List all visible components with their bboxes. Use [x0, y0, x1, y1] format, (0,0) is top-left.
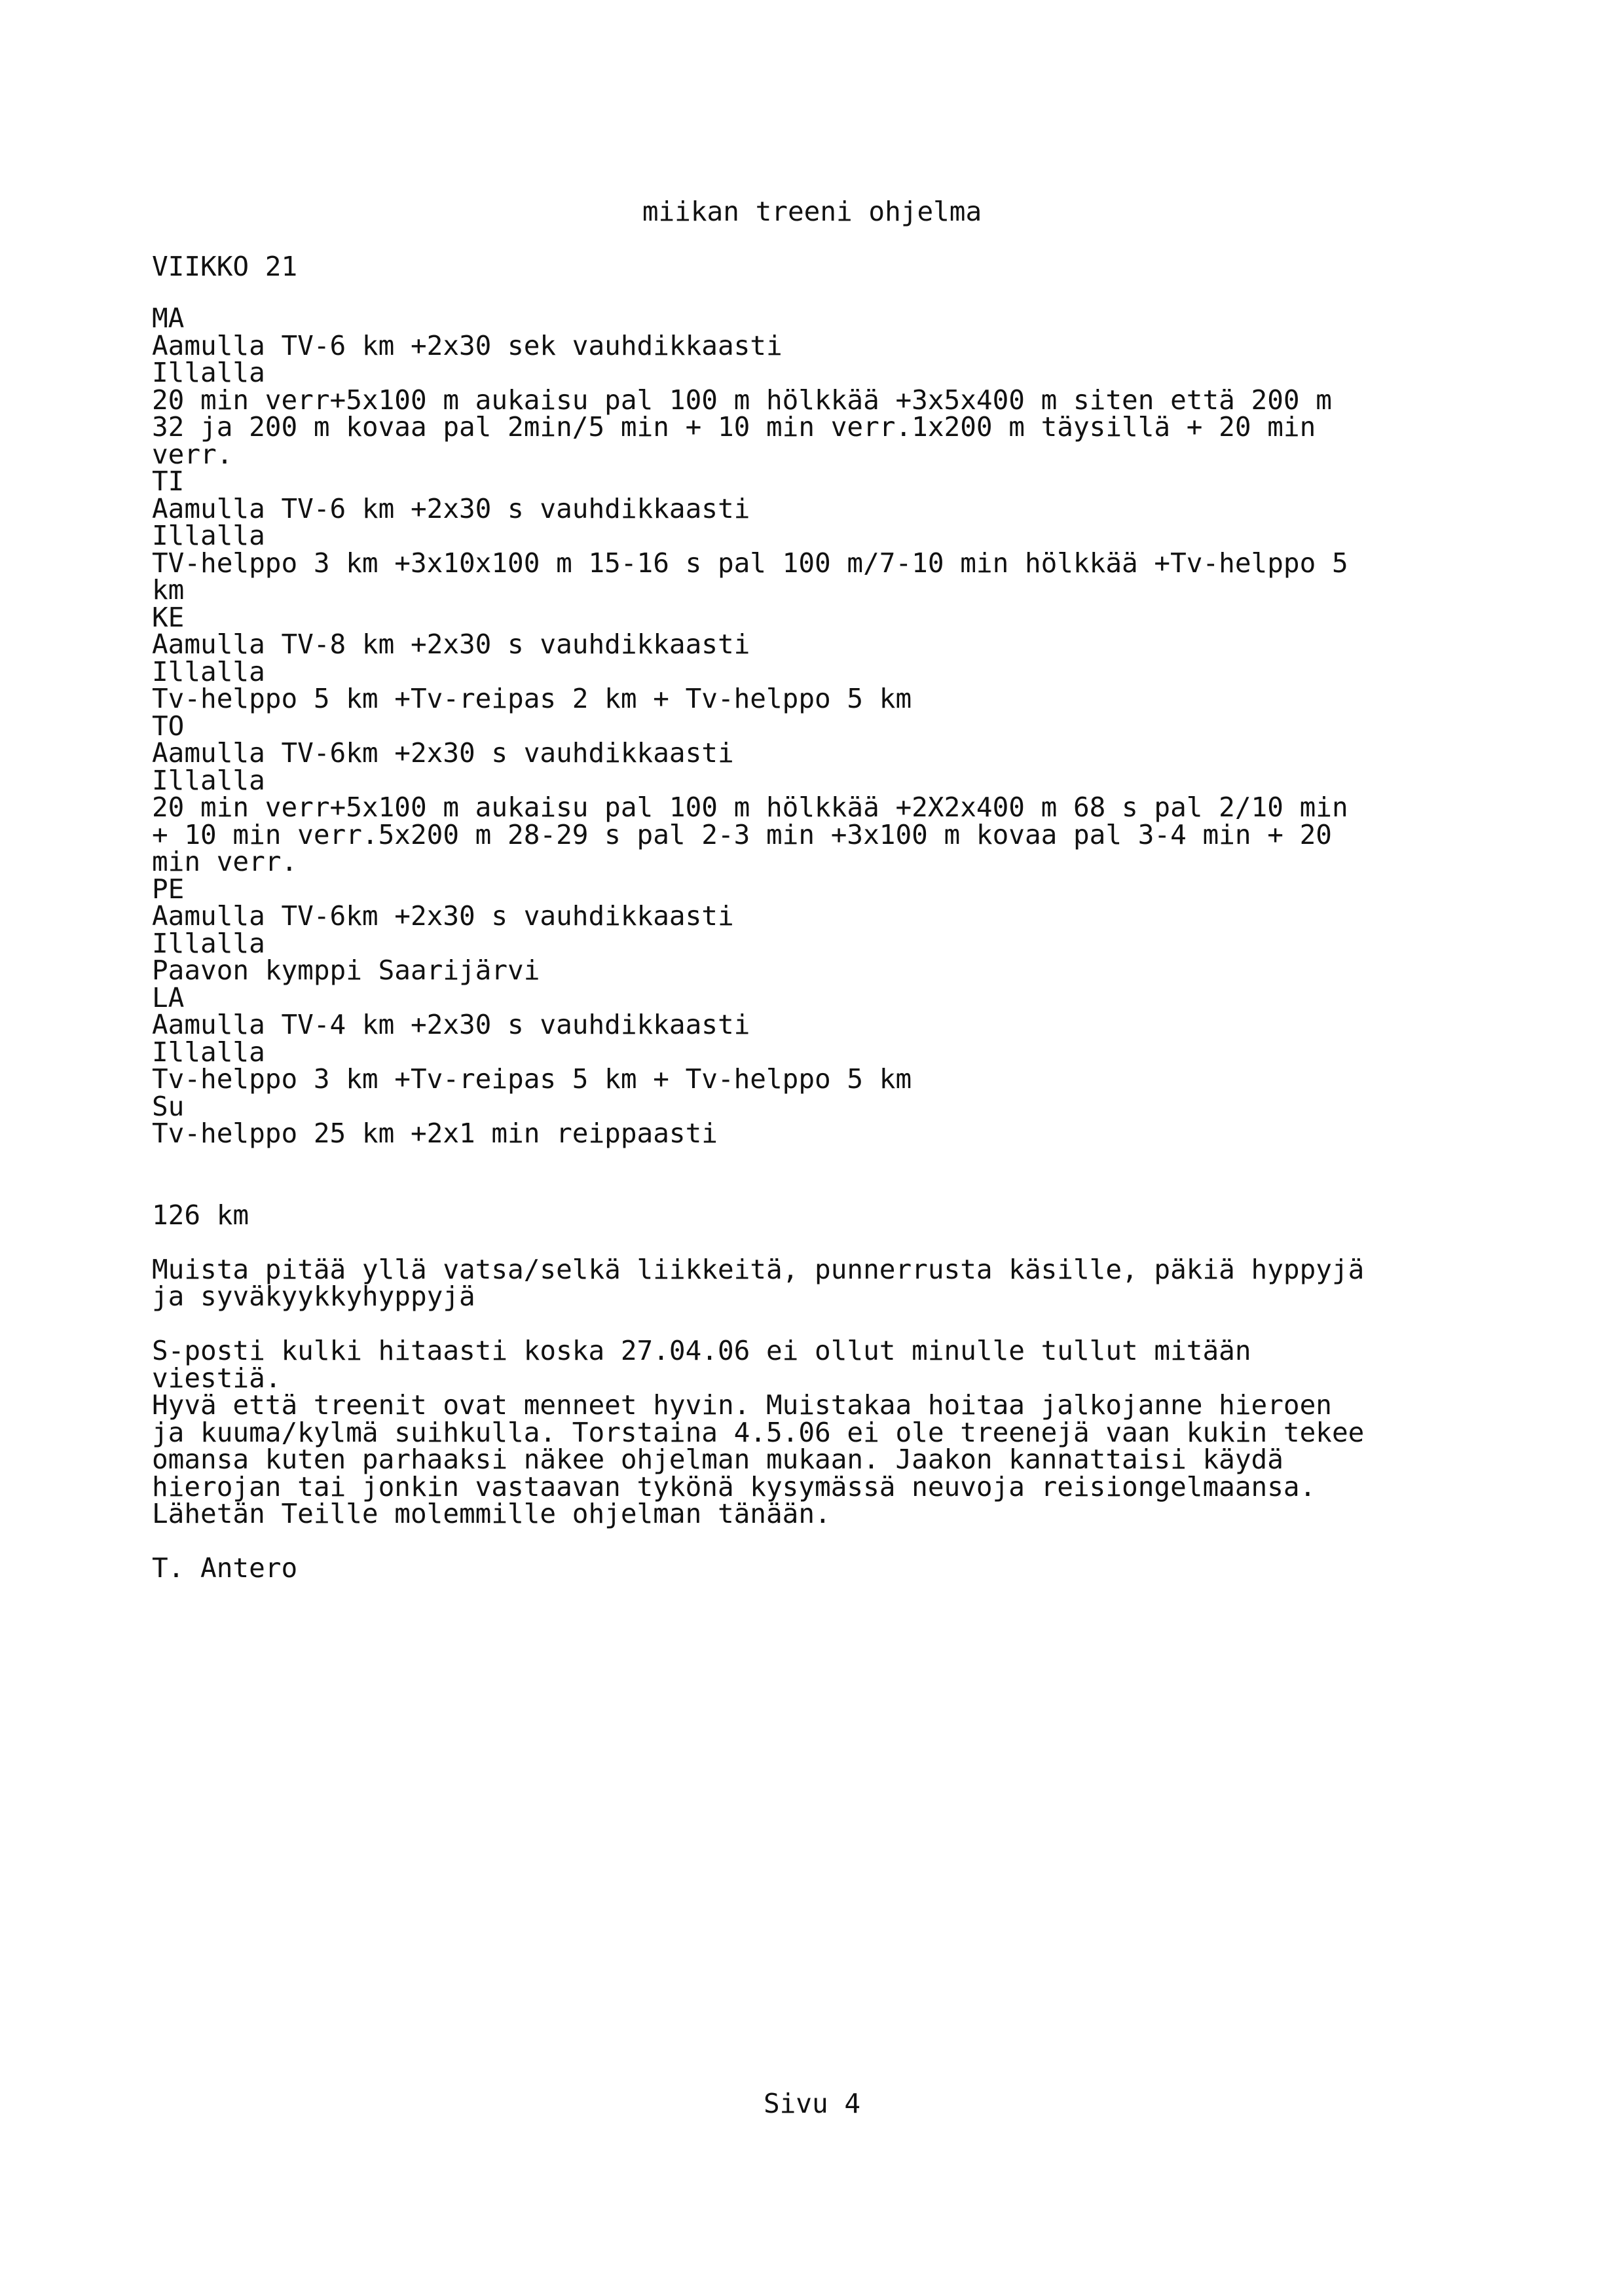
text-line: 20 min verr+5x100 m aukaisu pal 100 m hölkkää +2X2x400 m 68 s pal 2/10 min [152, 792, 1348, 823]
text-line: Aamulla TV-8 km +2x30 s vauhdikkaasti [152, 629, 750, 660]
text-line: Illalla [152, 520, 265, 551]
text-line: ja kuuma/kylmä suihkulla. Torstaina 4.5.06 ei ole treenejä vaan kukin tekee [152, 1416, 1365, 1448]
text-line: Muista pitää yllä vatsa/selkä liikkeitä, punnerrusta käsille, päkiä hyppyjä [152, 1253, 1365, 1285]
blank-line [152, 1229, 1449, 1256]
text-line: T. Antero [152, 1552, 298, 1584]
text-line: 32 ja 200 m kovaa pal 2min/5 min + 10 min verr.1x200 m täysillä + 20 min [152, 411, 1316, 443]
text-line: min verr. [152, 846, 298, 877]
text-line: Illalla [152, 764, 265, 796]
text-line: Paavon kymppi Saarijärvi [152, 955, 540, 986]
text-line: Illalla [152, 357, 265, 388]
blank-line [152, 1528, 1449, 1556]
blank-line [152, 1175, 1449, 1202]
text-line: 20 min verr+5x100 m aukaisu pal 100 m hölkkää +3x5x400 m siten että 200 m [152, 384, 1332, 416]
text-line: km [152, 574, 185, 606]
text-line: 126 km [152, 1199, 249, 1231]
text-line: Lähetän Teille molemmille ohjelman tänään. [152, 1498, 831, 1529]
text-line: Su [152, 1090, 185, 1122]
document-body [152, 302, 1449, 1584]
text-line: omansa kuten parhaaksi näkee ohjelman mukaan. Jaakon kannattaisi käydä [152, 1444, 1283, 1475]
text-line: LA [152, 981, 185, 1013]
blank-line [152, 1148, 1449, 1175]
document-title: miikan treeni ohjelma [642, 196, 982, 227]
text-line: Aamulla TV-4 km +2x30 s vauhdikkaasti [152, 1009, 750, 1040]
text-line: + 10 min verr.5x200 m 28-29 s pal 2-3 min +3x100 m kovaa pal 3-4 min + 20 [152, 818, 1332, 850]
text-line: Aamulla TV-6km +2x30 s vauhdikkaasti [152, 900, 734, 932]
text-line: Tv-helppo 5 km +Tv-reipas 2 km + Tv-helppo 5 km [152, 683, 912, 714]
text-line: ja syväkyykkyhyppyjä [152, 1281, 475, 1312]
text-line: Illalla [152, 655, 265, 687]
blank-line [152, 1311, 1449, 1338]
text-line: KE [152, 601, 185, 633]
text-line: Hyvä että treenit ovat menneet hyvin. Muistakaa hoitaa jalkojanne hieroen [152, 1389, 1332, 1421]
week-heading: VIIKKO 21 [152, 251, 298, 282]
text-line: Illalla [152, 927, 265, 959]
text-line: S-posti kulki hitaasti koska 27.04.06 ei ollut minulle tullut mitään [152, 1335, 1251, 1366]
text-line: Tv-helppo 25 km +2x1 min reippaasti [152, 1118, 718, 1149]
text-line: hierojan tai jonkin vastaavan tykönä kysymässä neuvoja reisiongelmaansa. [152, 1470, 1316, 1503]
text-line: verr. [152, 438, 233, 470]
text-line: TV-helppo 3 km +3x10x100 m 15-16 s pal 100 m/7-10 min hölkkää +Tv-helppo 5 [152, 547, 1348, 579]
text-line: Aamulla TV-6 km +2x30 s vauhdikkaasti [152, 492, 750, 524]
text-line: MA [152, 302, 185, 334]
text-line: Aamulla TV-6 km +2x30 sek vauhdikkaasti [152, 329, 783, 361]
text-line: PE [152, 873, 185, 905]
page-number: Sivu 4 [763, 2088, 861, 2119]
text-line: TI [152, 465, 185, 497]
text-line: TO [152, 710, 185, 742]
text-line: Tv-helppo 3 km +Tv-reipas 5 km + Tv-helppo 5 km [152, 1063, 912, 1095]
text-line: viestiä. [152, 1362, 282, 1394]
text-line: Aamulla TV-6km +2x30 s vauhdikkaasti [152, 737, 734, 769]
text-line: Illalla [152, 1036, 265, 1068]
